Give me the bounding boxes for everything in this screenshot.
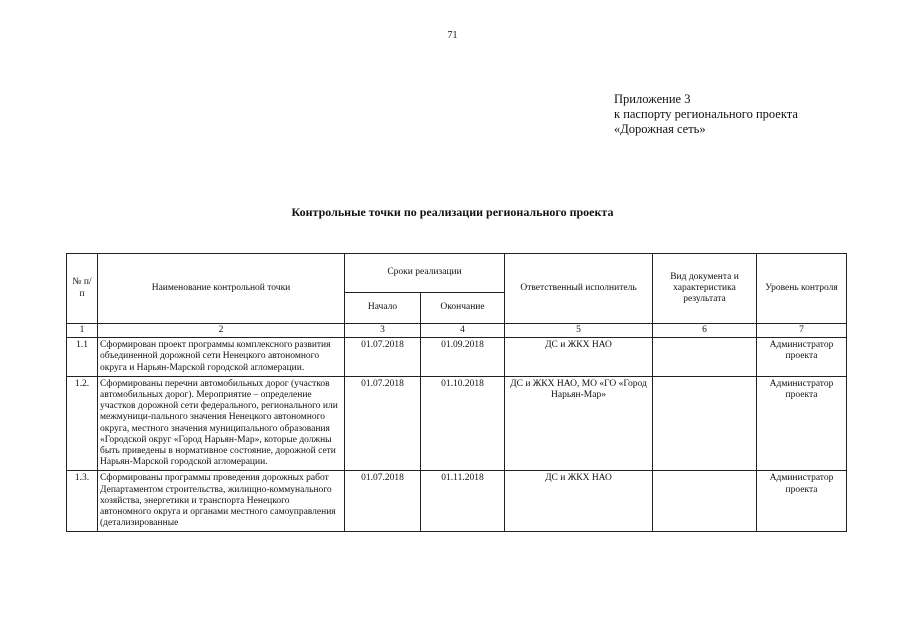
index-cell: 6 [653, 324, 757, 338]
appendix-line-2: к паспорту регионального проекта [614, 107, 798, 121]
row-responsible: ДС и ЖКХ НАО [505, 338, 653, 377]
row-document [653, 376, 757, 471]
header-end: Окончание [421, 293, 505, 324]
row-start: 01.07.2018 [345, 376, 421, 471]
index-cell: 5 [505, 324, 653, 338]
row-responsible: ДС и ЖКХ НАО, МО «ГО «Город Нарьян-Мар» [505, 376, 653, 471]
header-num: № п/п [67, 254, 98, 324]
document-title: Контрольные точки по реализации регионального проекта [291, 205, 614, 219]
row-end: 01.09.2018 [421, 338, 505, 377]
row-end: 01.11.2018 [421, 471, 505, 532]
row-name: Сформированы программы проведения дорожных работ Департаментом строительства, жилищно-коммунального хозяйства, энергетики и транспорта Ненецкого автономного округа и органами местного самоуправления (детализированные [98, 471, 345, 532]
index-cell: 4 [421, 324, 505, 338]
index-cell: 2 [98, 324, 345, 338]
row-control-level: Администратор проекта [757, 471, 847, 532]
row-end: 01.10.2018 [421, 376, 505, 471]
header-responsible: Ответственный исполнитель [505, 254, 653, 324]
header-name: Наименование контрольной точки [98, 254, 345, 324]
table-row [67, 338, 847, 377]
appendix-line-1: Приложение 3 [614, 92, 691, 106]
control-points-table [66, 253, 847, 532]
row-control-level: Администратор проекта [757, 376, 847, 471]
header-document: Вид документа и характеристика результата [653, 254, 757, 324]
header-terms: Сроки реализации [345, 254, 505, 293]
appendix-note [614, 92, 798, 137]
row-num: 1.3. [67, 471, 98, 532]
row-name: Сформированы перечни автомобильных дорог (участков автомобильных дорог). Мероприятие – определение участков дорожной сети федерального, регионального или межмуници-пального значения Ненецкого автономного округа, местного значения муниципального образования «Городской округ «Город Нарьян-Мар», которые должны быть приведены в нормативное состояние, дорожной сети Нарьян-Марской городской агломерации. [98, 376, 345, 471]
table-row [67, 376, 847, 471]
index-cell: 7 [757, 324, 847, 338]
row-start: 01.07.2018 [345, 471, 421, 532]
row-document [653, 471, 757, 532]
row-responsible: ДС и ЖКХ НАО [505, 471, 653, 532]
table-row [67, 471, 847, 532]
row-name: Сформирован проект программы комплексного развития объединенной дорожной сети Ненецкого автономного округа и Нарьян-Марской городской агломерации. [98, 338, 345, 377]
row-document [653, 338, 757, 377]
row-num: 1.2. [67, 376, 98, 471]
row-control-level: Администратор проекта [757, 338, 847, 377]
row-start: 01.07.2018 [345, 338, 421, 377]
index-cell: 1 [67, 324, 98, 338]
header-start: Начало [345, 293, 421, 324]
index-cell: 3 [345, 324, 421, 338]
appendix-line-3: «Дорожная сеть» [614, 122, 706, 136]
column-index-row [67, 324, 847, 338]
page-number: 71 [447, 30, 458, 41]
header-control-level: Уровень контроля [757, 254, 847, 324]
row-num: 1.1 [67, 338, 98, 377]
